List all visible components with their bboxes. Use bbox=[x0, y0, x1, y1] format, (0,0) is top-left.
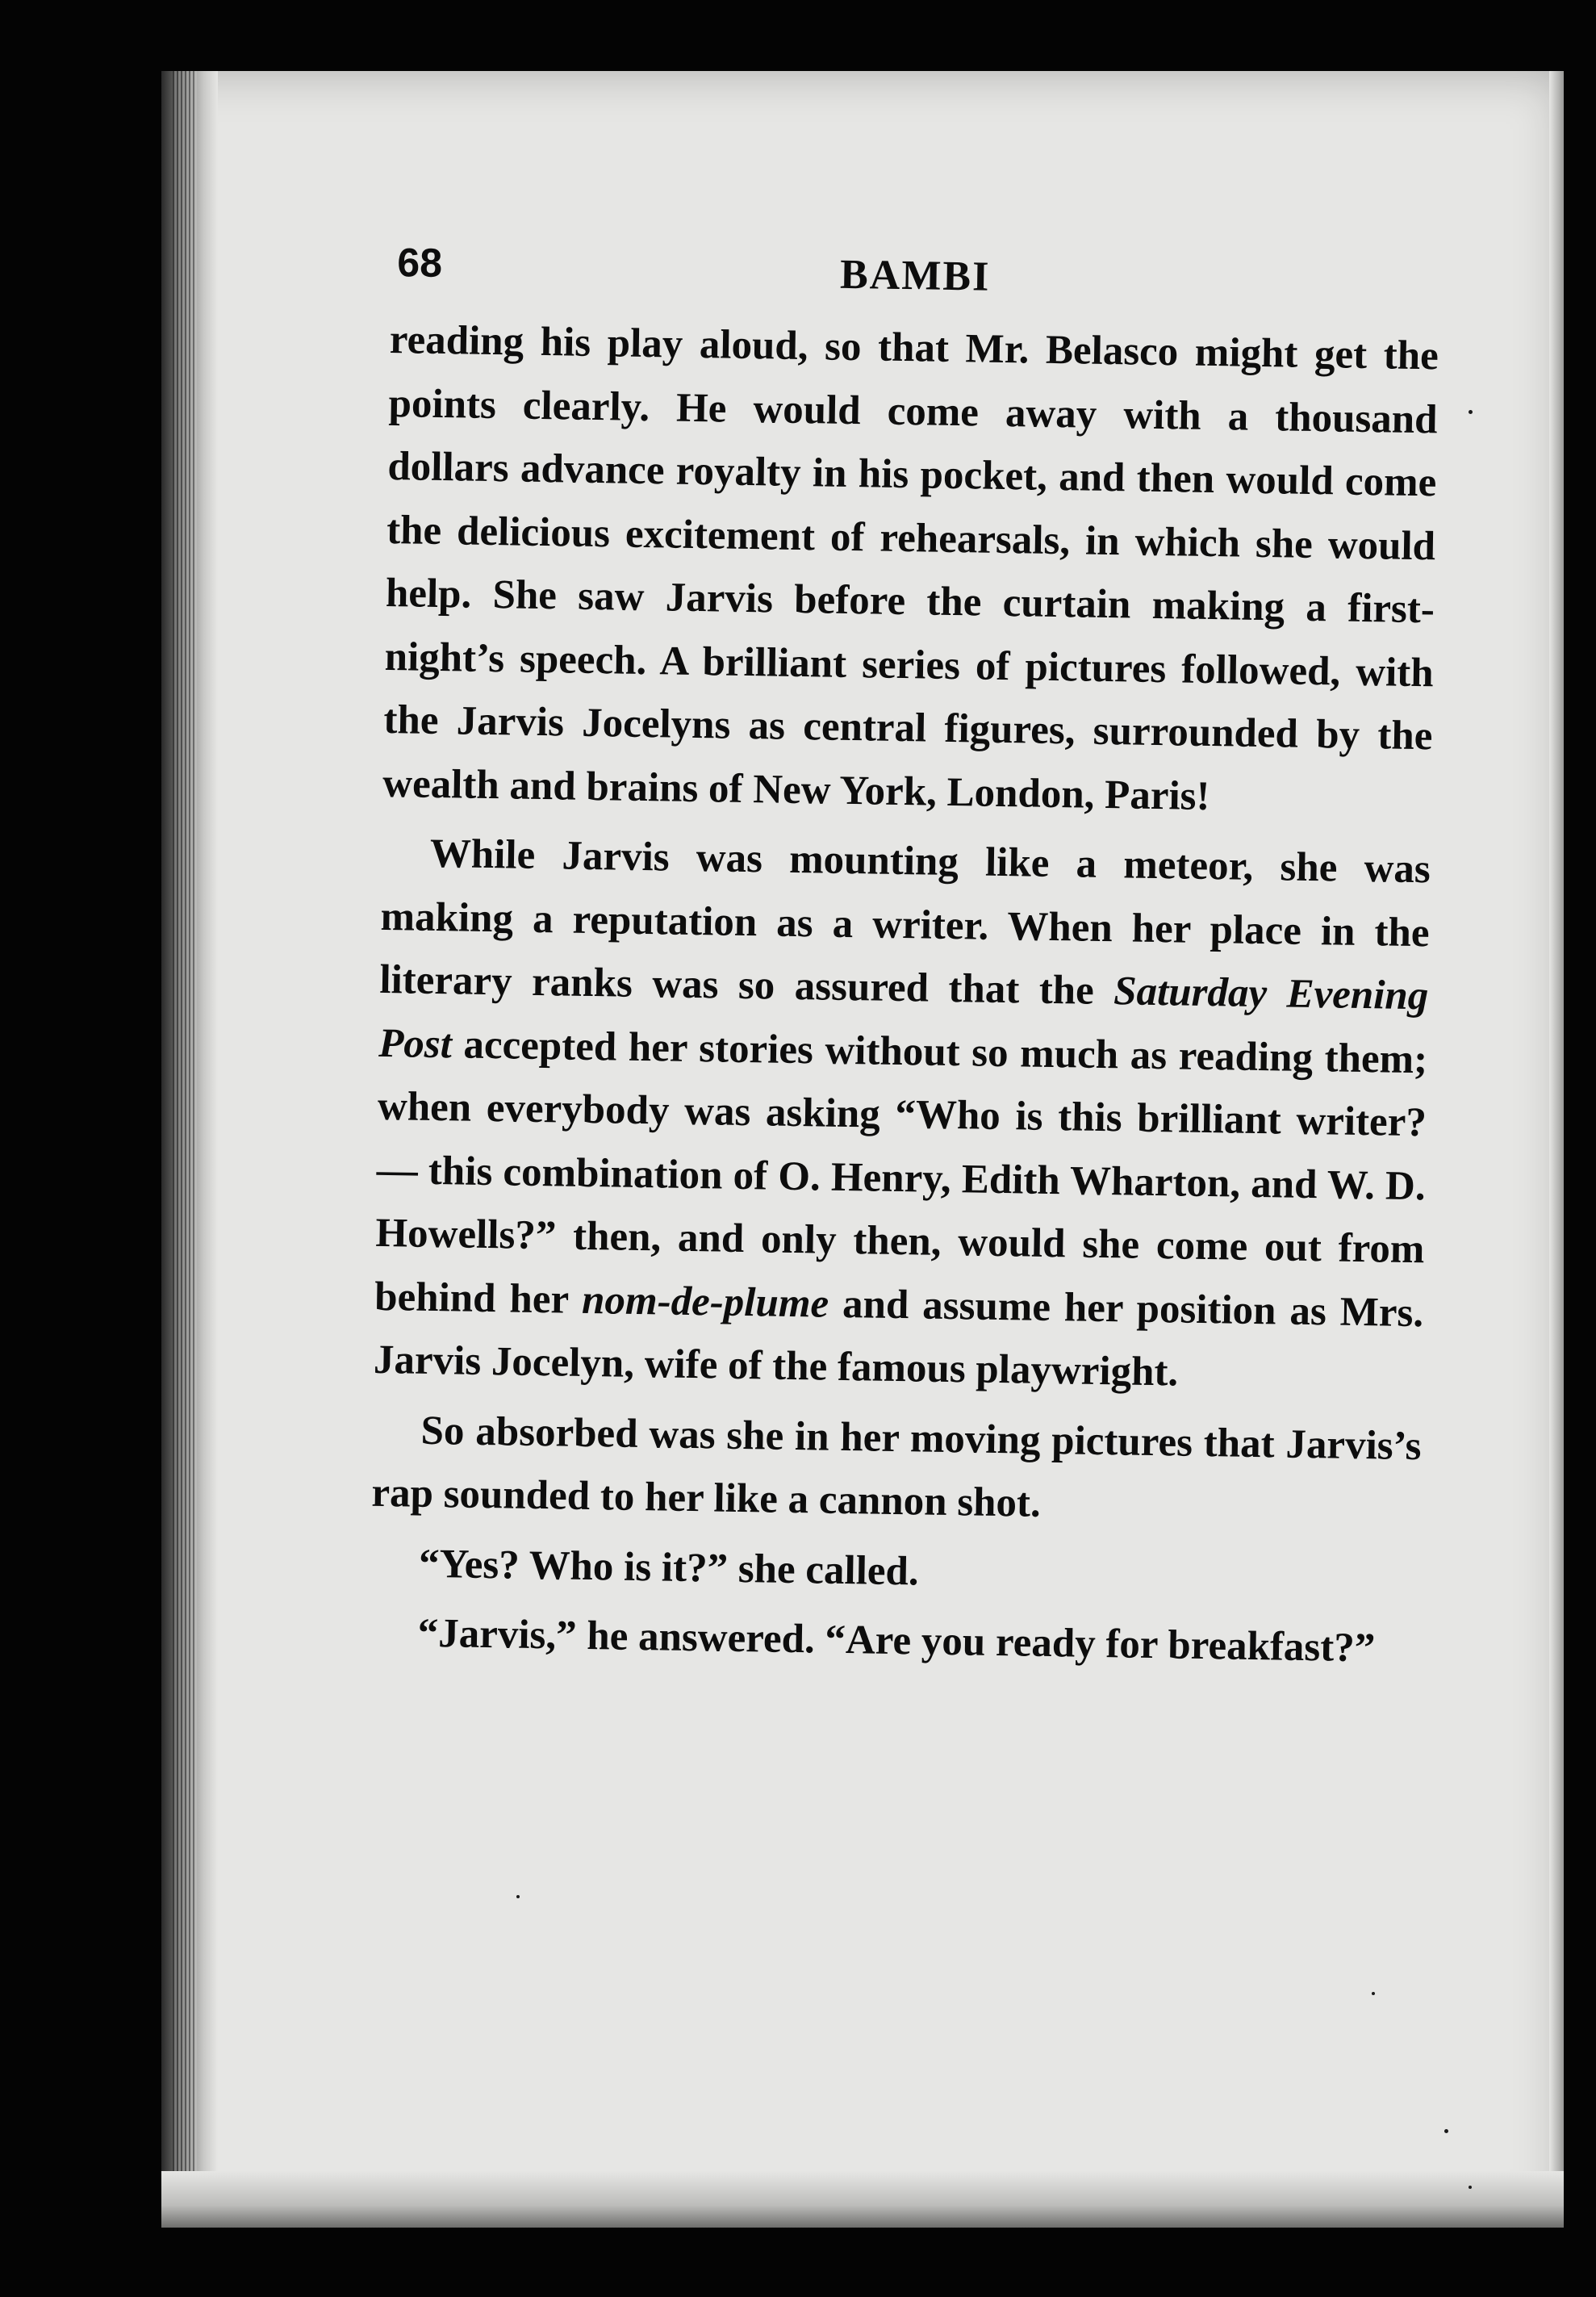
paragraph-1: reading his play aloud, so that Mr. Belasco might get the points clearly. He would come away with a thousand dollars advance royalty in his pocket, and then would come the delicious excitement of rehearsals, in which she would help. She saw Jarvis before the curtain making a first-night’s speech. A brilliant series of pictures followed, with the Jarvis Jocelyns as central figures, surrounded by the wealth and brains of New York, London, Paris! bbox=[382, 316, 1439, 819]
italic-nom-de-plume: nom-de-plume bbox=[581, 1277, 829, 1327]
page-right-edge bbox=[1549, 71, 1564, 2228]
paragraph-2-text: and assume her position as Mrs. Jarvis Jocelyn, wife of the famous playwright. bbox=[373, 1281, 1424, 1395]
paragraph-5: “Jarvis,” he answered. “Are you ready for breakfast?” bbox=[417, 1610, 1376, 1671]
scan-speck bbox=[1372, 1992, 1375, 1995]
running-head bbox=[391, 232, 1440, 321]
scan-speck bbox=[1469, 410, 1473, 414]
italic-title-saturday-evening-post: Saturday Evening Post bbox=[378, 969, 1429, 1067]
scan-speck bbox=[1444, 2129, 1448, 2133]
paragraph-2 bbox=[373, 822, 1431, 1408]
book-page bbox=[161, 71, 1564, 2228]
paragraph-2-text: While Jarvis was mounting like a meteor, she was making a reputation as a writer. When her place in the literary ranks was so assured that the bbox=[379, 831, 1431, 1015]
running-head-title: BAMBI bbox=[839, 251, 991, 300]
text-block bbox=[369, 232, 1440, 1688]
scan-speck bbox=[1469, 2186, 1472, 2189]
page-bottom-edge bbox=[161, 2171, 1564, 2228]
paragraph-2-text: accepted her stories without so much as reading them; when everybody was asking “Who is this brilliant writer? — this combination of O. Henry, Edith Wharton, and W. D. Howells?” then, and only then, would she come out from behind her bbox=[374, 1021, 1428, 1323]
paragraph-4: “Yes? Who is it?” she called. bbox=[418, 1541, 920, 1594]
paragraph-3: So absorbed was she in her moving pictures that Jarvis’s rap sounded to her like a cannon shot. bbox=[371, 1408, 1422, 1526]
page-gutter-binding bbox=[161, 71, 218, 2228]
page-number: 68 bbox=[396, 240, 443, 286]
body-text bbox=[369, 308, 1439, 1681]
scan-speck bbox=[516, 1895, 520, 1898]
